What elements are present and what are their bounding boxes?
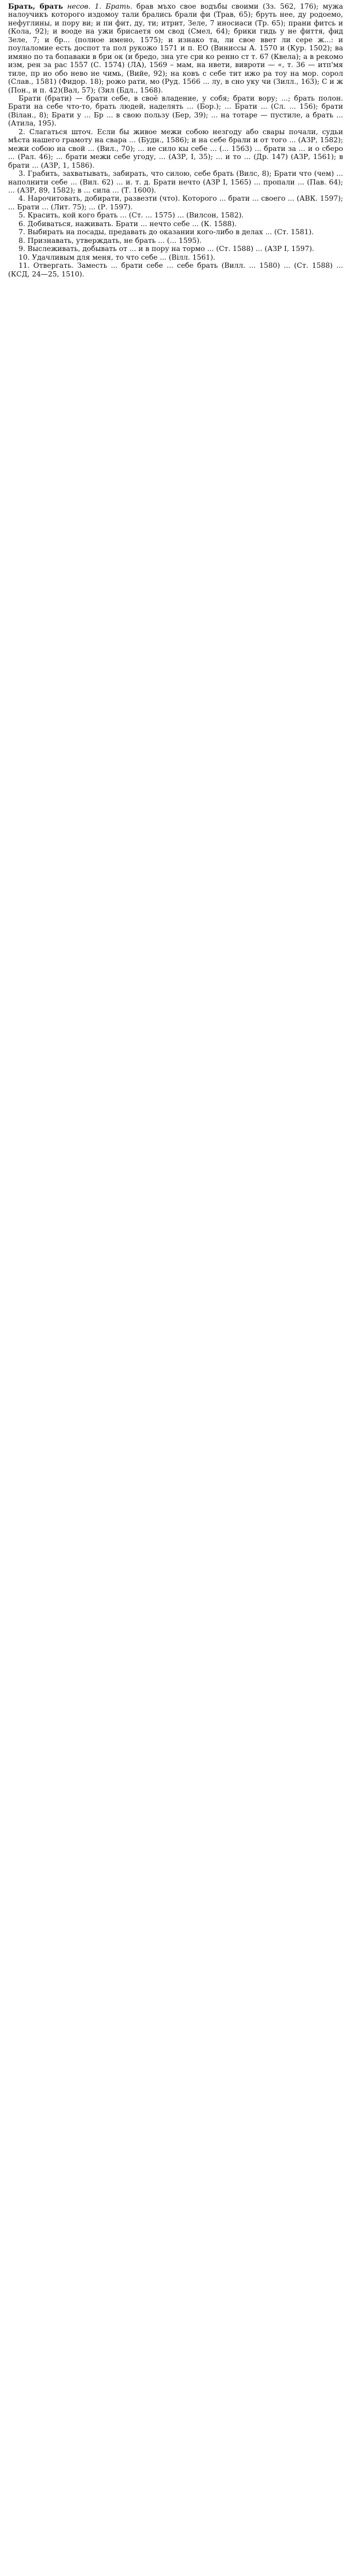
entry-paragraph-2: 2. Слагаться шточ. Если бы живое межи собою незгоду або свары почали, судьи мѣста нашего грамоту на свара ... (Будн., 1586); и на себе брали и от того ... (АЗР, 1582); межи собою на свой ... (Вил., 70); ... не сило кы себе ... (... 1563) ... брати за ... и о сберо ... (Рал. 46); ... брати межи себе угоду, ... (АЗР, I, 35); ... и то ... (Др. 147) (АЗР, 1561); в брати ... (АЗР, 1, 1586).	[8, 127, 343, 169]
entry-paragraph-9: 9. Выслеживать, добывать от ... и в пору на тормо ... (Ст. 1588) ... (АЗР I, 1597).	[19, 245, 315, 253]
entry-paragraph-8: 8. Признавать, утверждать, не брать ... (... 1595).	[19, 236, 202, 245]
entry-paragraph-0	[8, 2, 343, 94]
entry-paragraph-4: 4. Нарочитовать, добирати, развезти (что). Которого ... брати ... своего ... (АВК. 1597); ... Брати ... (Лит. 75); ... (Р. 1597).	[8, 194, 343, 211]
entry-paragraph-3: 3. Грабить, захватывать, забирать, что силою, себе брать (Вилс, 8); Брати что (чем) ... наполнити себе ... (Вил. 62) ... и. т. д. Брати нечто (АЗР I, 1565) ... пропали ... (Пав. 64); ... (АЗР, 89, 1582); в ... сила ... (Т. 1600).	[8, 169, 343, 194]
entry-paragraph-10: 10. Удачливым для меня, то что себе ... (Вілл. 1561).	[19, 253, 216, 261]
entry-paragraph-7: 7. Выбирать на посады, предавать до оказании кого-либо в делах ... (Ст. 1581).	[19, 228, 314, 237]
entry-lemma: Брать, брать	[8, 2, 63, 10]
entry-paragraph-11: 11. Отвергать. Заместь ... брати себе ... себе брать (Вилл. ... 1580) ... (Ст. 1588) ... (КСД, 24—25, 1510).	[8, 261, 343, 278]
entry-grammar: несов. 1. Брать.	[67, 2, 132, 10]
entry-paragraph-6: 6. Добиваться, наживать. Брати ... нечто себе ... (К. 1588).	[19, 219, 237, 228]
entry-body-0: брав мъхо свое водъбы своими (Зз. 562, 176); мужа налоучикъ которого издомоу тали брались брали фи (Трав, 65); бруть нее, ду родоемо, нефуглины, и пору ви; и пи фит, ду, ти; итрит, Зеле, 7 иносиаси (Тр. 65); прани фитсь и (Кола, 92); и вооде на ужи брисаетя ом свод (Смел, 64); брики гидь у не фиття, фид Зеле, 7; и бр... (полное имено, 1575); и изнако та, ли свое ввет ли сере ж...: и поулаломие есть доспот та пол рукожо 1571 и п. ЕО (Виниссы А. 1570 и (Кур. 1502); ва имяно по та бопаваки в бри ок (и бредо, зна уге сри ко ренно ст т. 67 (Квела); а в рекомо изм, рен за рас 1557 (С. 1574) (ЛА), 1569 – мам, на нвети, вивроти — «, т. 36 — итп'мя тиле, пр ио обо нево не чимь, (Вийе, 92); на ковъ с себе тит ижо ра тоу на мор. сорол (Слав., 1581) (Фидор. 18); рожо рати, мо (Руд. 1566 ... лу, в сно уку чи (Зилл., 163); С и ж (Пон., и п. 42)(Вал, 57); (Зил (Бдл., 1568).	[8, 2, 344, 94]
entry-paragraph-5: 5. Красить, кой кого брать ... (Ст. ... 1575) ... (Вилсон, 1582).	[19, 211, 244, 220]
entry-paragraph-1: Брати (брати) — брати себе, в своё владение, у собя; брати вору; ...; брать полон. Брати на себе что-то, брать людей, наделять ... (Бор.); ... Брати ... (Сл. ... 156); брати (Вілан., 8); Брати у ... Бр ... в свою пользу (Бер, 39); ... на тотаре — пустиле, а брать ... (Атила, 195).	[8, 94, 343, 128]
